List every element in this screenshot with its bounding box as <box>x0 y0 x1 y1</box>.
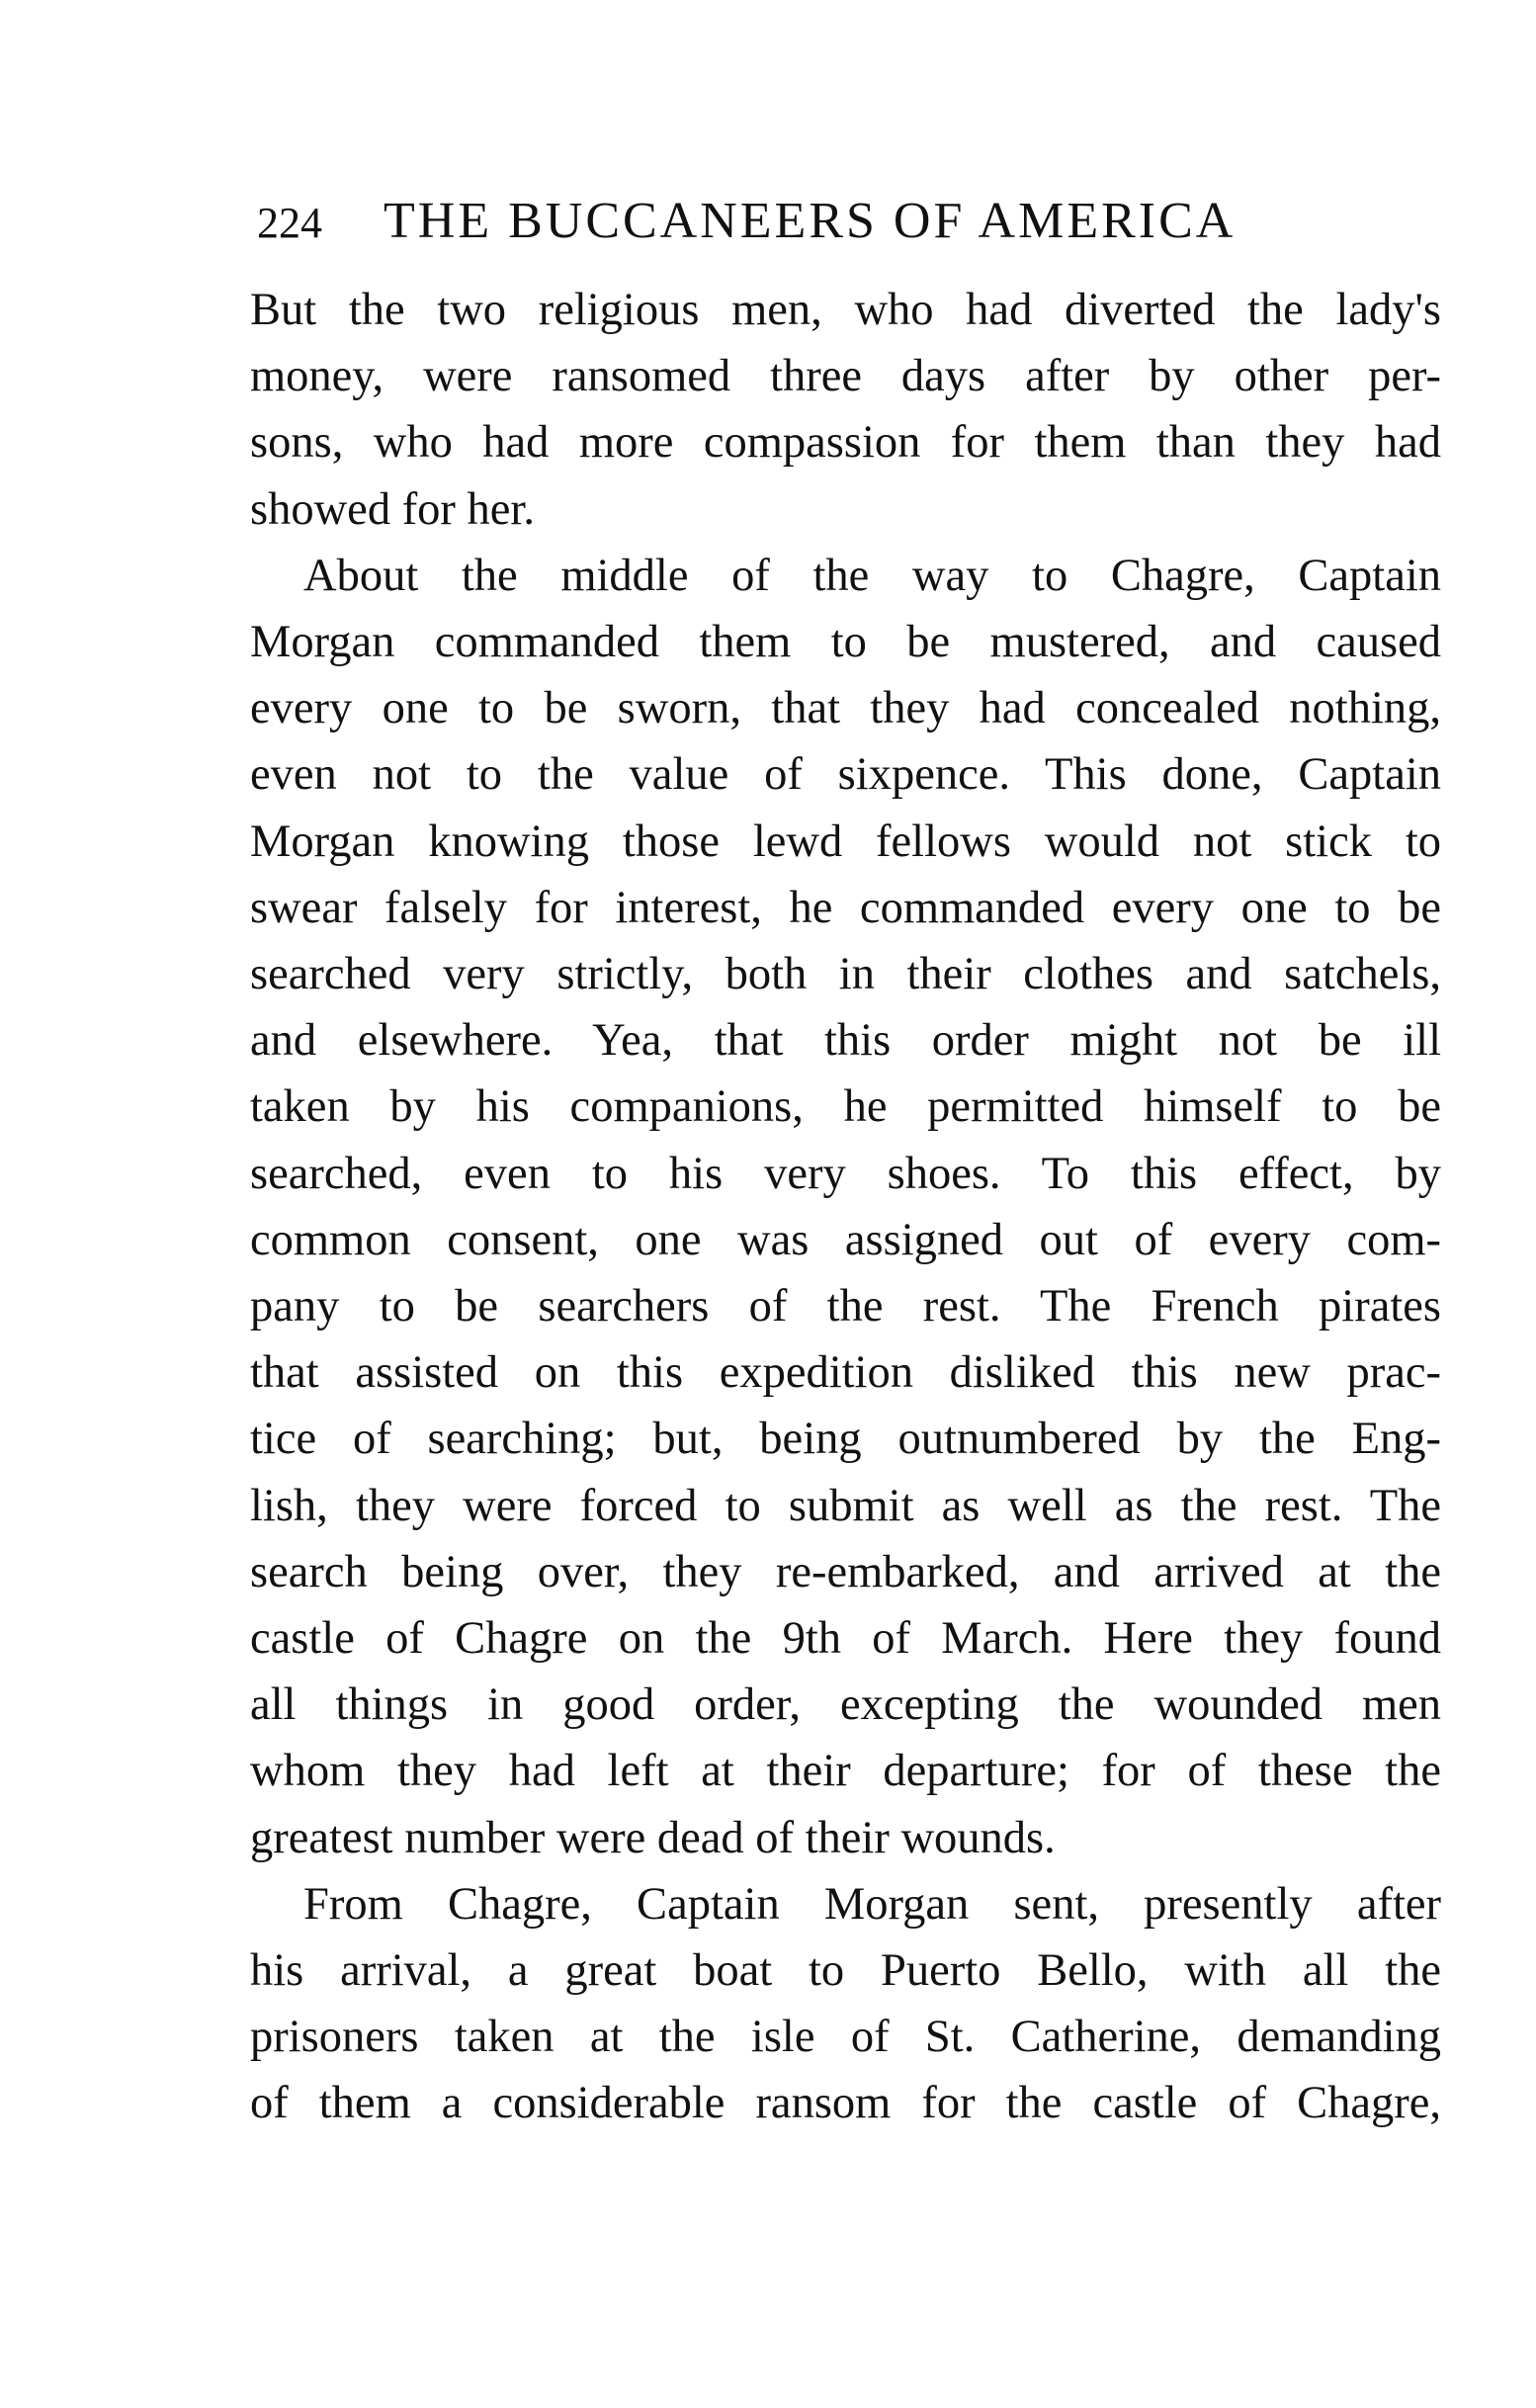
text-line: pany to be searchers of the rest. The French pirates <box>250 1281 1441 1333</box>
text-line: About the middle of the way to Chagre, Captain <box>303 550 1441 601</box>
text-line: prisoners taken at the isle of St. Catherine, demanding <box>250 2012 1441 2063</box>
page-number: 224 <box>257 199 322 247</box>
text-line: searched very strictly, both in their clothes and satchels, <box>250 949 1441 1000</box>
text-line: greatest number were dead of their wounds. <box>250 1812 1056 1863</box>
text-line: taken by his companions, he permitted himself to be <box>250 1081 1441 1133</box>
running-title: THE BUCCANEERS OF AMERICA <box>384 193 1237 249</box>
text-line: But the two religious men, who had diverted the lady's <box>250 285 1441 335</box>
paragraph-3 <box>250 1871 1441 2137</box>
book-page <box>250 188 1441 2137</box>
text-line: his arrival, a great boat to Puerto Bello, with all the <box>250 1945 1441 1997</box>
text-line: searched, even to his very shoes. To this effect, by <box>250 1148 1441 1199</box>
text-line: all things in good order, excepting the wounded men <box>250 1679 1441 1731</box>
text-line: every one to be sworn, that they had concealed nothing, <box>250 683 1441 734</box>
text-line: sons, who had more compassion for them than they had <box>250 417 1441 469</box>
text-line: that assisted on this expedition disliked this new prac- <box>250 1347 1441 1399</box>
text-line: From Chagre, Captain Morgan sent, presently after <box>303 1878 1441 1930</box>
text-line: swear falsely for interest, he commanded every one to be <box>250 882 1441 933</box>
text-line: showed for her. <box>250 483 535 535</box>
text-line: money, were ransomed three days after by other per- <box>250 351 1441 402</box>
text-line: lish, they were forced to submit as well as the rest. The <box>250 1480 1441 1531</box>
text-line: search being over, they re-embarked, and arrived at the <box>250 1546 1441 1597</box>
text-line: whom they had left at their departure; for of these the <box>250 1746 1441 1797</box>
text-line: and elsewhere. Yea, that this order might not be ill <box>250 1015 1441 1067</box>
text-line: common consent, one was assigned out of every com- <box>250 1214 1441 1265</box>
text-line: of them a considerable ransom for the castle of Chagre, <box>250 2078 1441 2129</box>
text-line: Morgan commanded them to be mustered, and caused <box>250 617 1441 668</box>
paragraph-2 <box>250 543 1441 1871</box>
text-line: Morgan knowing those lewd fellows would not stick to <box>250 816 1441 867</box>
body-text <box>250 277 1441 2137</box>
paragraph-1 <box>250 277 1441 543</box>
text-line: tice of searching; but, being outnumbered by the Eng- <box>250 1414 1441 1465</box>
text-line: castle of Chagre on the 9th of March. Here they found <box>250 1613 1441 1665</box>
running-head <box>250 188 1441 267</box>
text-line: even not to the value of sixpence. This done, Captain <box>250 749 1441 801</box>
